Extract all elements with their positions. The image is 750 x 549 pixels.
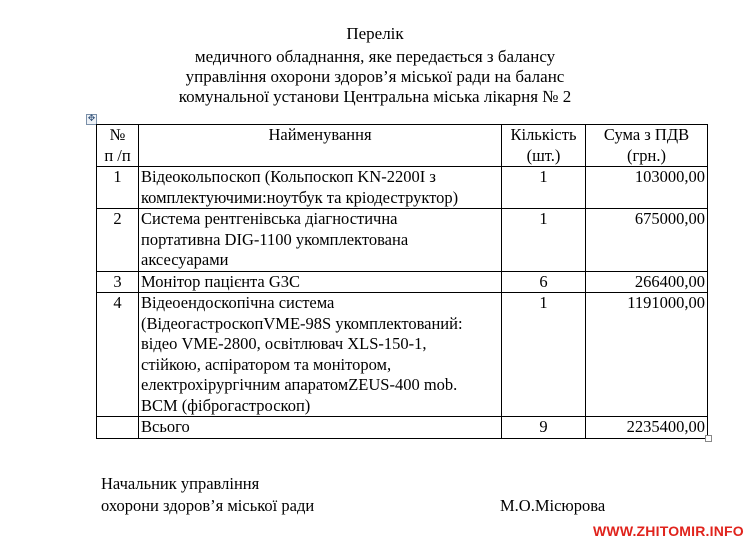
row-name-line: стійкою, аспіратором та монітором, (141, 354, 392, 374)
row-name-line: BCM (фіброгастроскоп) (141, 395, 311, 415)
resize-square-icon[interactable] (705, 435, 712, 442)
header-quantity-line-2: (шт.) (526, 145, 561, 165)
row-name-line: відео VME-2800, освітлювач XLS-150-1, (141, 334, 427, 353)
site-watermark: WWW.ZHITOMIR.INFO (593, 523, 744, 539)
header-sum-line-2: (грн.) (627, 145, 666, 165)
table-row (97, 167, 708, 209)
title-line-3: управління охорони здоров’я міської ради на баланс (185, 67, 565, 86)
row-quantity: 1 (502, 209, 586, 272)
signature-position-line-1: Начальник управління (101, 474, 260, 493)
row-number: 4 (97, 293, 139, 417)
row-name-line: (ВідеогастроскопVME-98S укомплектований: (141, 313, 463, 333)
title-line-2: медичного обладнання, яке передається з балансу (194, 47, 556, 66)
row-name-line: аксесуарами (141, 250, 229, 269)
total-sum: 2235400,00 (586, 417, 708, 439)
header-quantity (502, 125, 586, 167)
row-name-line: Відеокольпоскоп (Кольпоскоп KN-2200I з (141, 167, 436, 186)
row-name-line: портативна DIG-1100 укомплектована (141, 229, 409, 249)
row-name-line: Монітор пацієнта G3C (141, 271, 301, 291)
header-sum-line-1: Сума з ПДВ (603, 125, 690, 144)
header-number (97, 125, 139, 167)
table-row (97, 271, 708, 293)
header-quantity-line-1: Кількість (510, 125, 577, 144)
equipment-table (96, 124, 708, 439)
header-number-line-2: п /п (104, 145, 131, 165)
row-number: 1 (97, 167, 139, 209)
header-name (139, 125, 502, 167)
row-number: 3 (97, 271, 139, 293)
row-name-line: Відеоендоскопічна система (141, 293, 335, 312)
row-quantity: 6 (502, 271, 586, 293)
row-sum: 266400,00 (586, 271, 708, 293)
header-name-label: Найменування (268, 125, 372, 144)
total-quantity: 9 (502, 417, 586, 439)
total-number-empty (97, 417, 139, 439)
row-name (139, 293, 502, 417)
total-label: Всього (139, 417, 502, 439)
row-sum: 1191000,00 (586, 293, 708, 417)
table-header-row (97, 125, 708, 167)
row-name (139, 167, 502, 209)
signature-name: М.О.Місюрова (500, 496, 606, 515)
header-sum (586, 125, 708, 167)
row-quantity: 1 (502, 293, 586, 417)
header-number-line-1: № (109, 125, 126, 144)
table-row (97, 209, 708, 272)
row-sum: 675000,00 (586, 209, 708, 272)
row-name (139, 271, 502, 293)
title-line-4: комунальної установи Центральна міська лікарня № 2 (178, 87, 572, 106)
row-quantity: 1 (502, 167, 586, 209)
row-name-line: Система рентгенівська діагностична (141, 209, 398, 228)
row-number: 2 (97, 209, 139, 272)
row-name (139, 209, 502, 272)
table-row (97, 293, 708, 417)
four-arrows-icon[interactable]: ✥ (87, 114, 96, 124)
table-total-row (97, 417, 708, 439)
signature-position-line-2: охорони здоров’я міської ради (101, 496, 315, 515)
title-line-1: Перелік (346, 24, 404, 43)
row-sum: 103000,00 (586, 167, 708, 209)
row-name-line: електрохірургічним апаратомZEUS-400 mob. (141, 375, 458, 394)
row-name-line: комплектуючими:ноутбук та кріодеструктор) (141, 187, 459, 207)
